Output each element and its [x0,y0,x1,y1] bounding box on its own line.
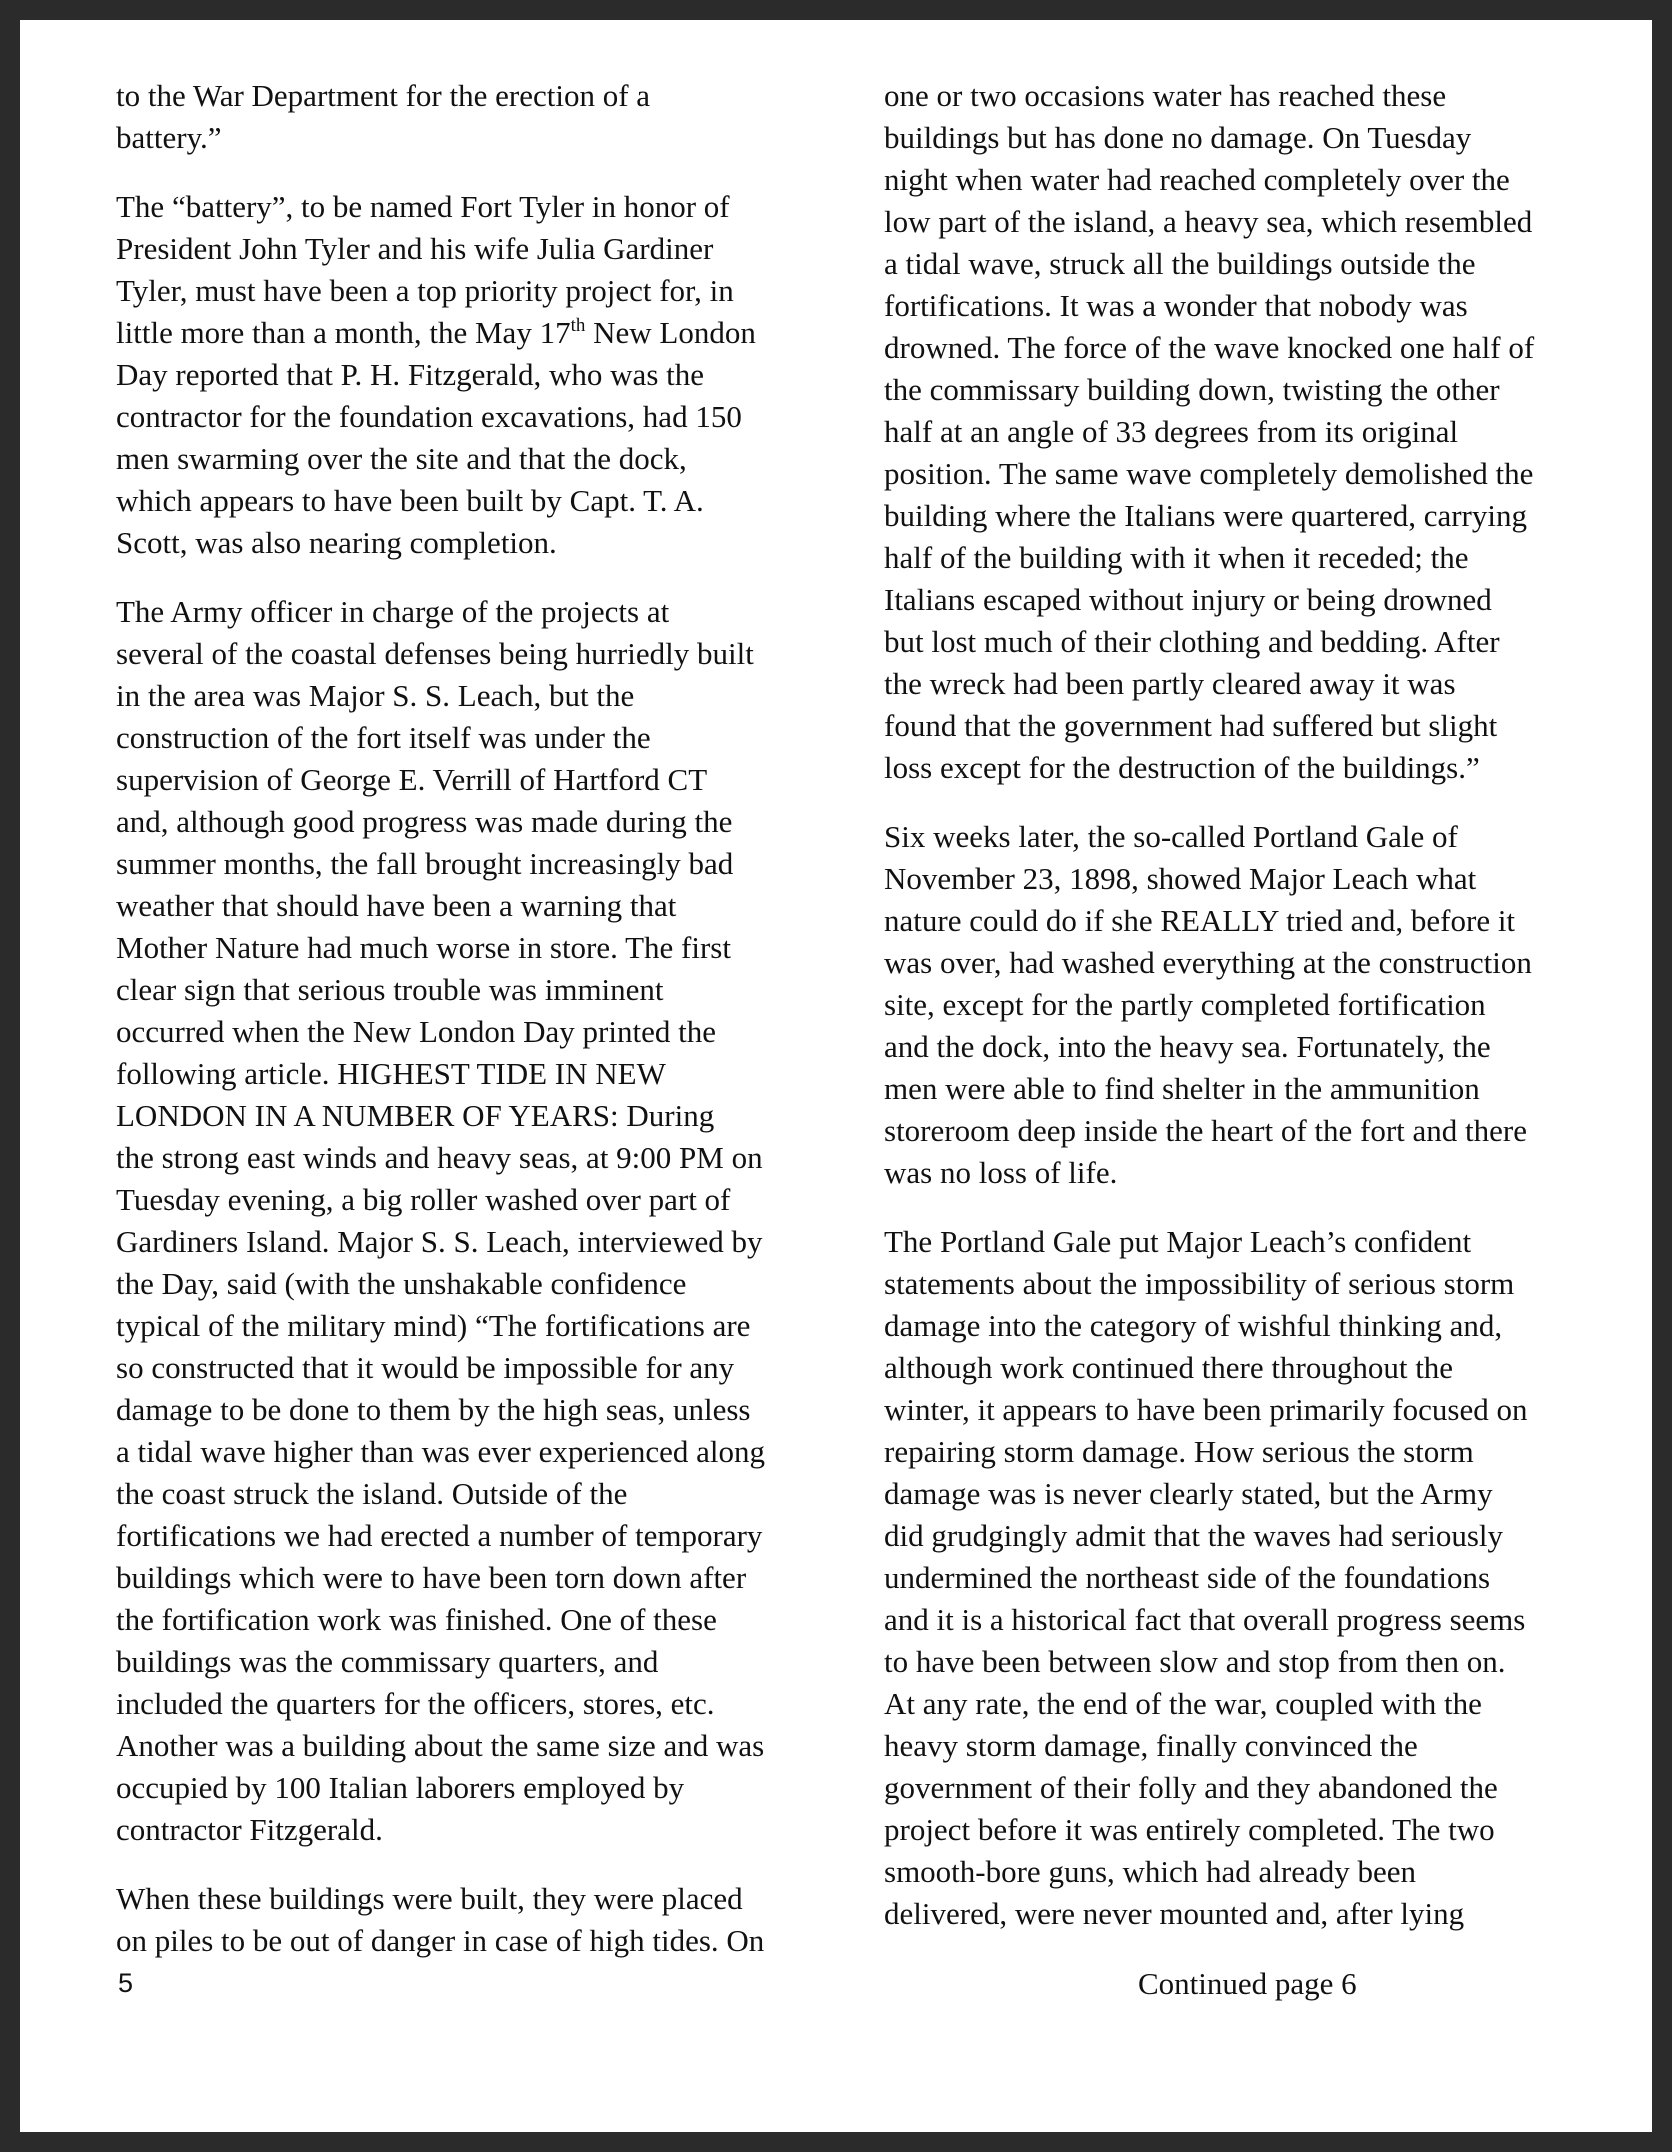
text-line: undermined the northeast side of the foundations [884,1560,1491,1595]
text-line: the Day, said (with the unshakable confidence [116,1266,687,1301]
text-line: Six weeks later, the so-called Portland Gale of [884,819,1458,854]
text-line: Tuesday evening, a big roller washed over part of [116,1182,731,1217]
text-line: position. The same wave completely demolished the [884,456,1534,491]
text-line: project before it was entirely completed. The two [884,1812,1495,1847]
text-line: included the quarters for the officers, stores, etc. [116,1686,715,1721]
paragraph [116,186,796,564]
text-segment: little more than a month, the May 17 [116,315,571,350]
text-line: Scott, was also nearing completion. [116,525,557,560]
text-line: half of the building with it when it receded; the [884,540,1469,575]
text-line: At any rate, the end of the war, coupled with the [884,1686,1482,1721]
text-line: Gardiners Island. Major S. S. Leach, interviewed by [116,1224,763,1259]
text-line: storeroom deep inside the heart of the fort and there [884,1113,1528,1148]
text-line: heavy storm damage, finally convinced the [884,1728,1418,1763]
paragraph [884,1221,1584,1935]
text-line: site, except for the partly completed fortification [884,987,1486,1022]
text-line: the strong east winds and heavy seas, at 9:00 PM on [116,1140,763,1175]
page-number: 5 [118,1968,134,1998]
text-line: the wreck had been partly cleared away it was [884,666,1456,701]
text-line: to the War Department for the erection of a [116,78,651,113]
text-line: on piles to be out of danger in case of high tides. On [116,1923,765,1958]
text-line: smooth-bore guns, which had already been [884,1854,1417,1889]
text-line: one or two occasions water has reached these [884,78,1447,113]
text-line: occupied by 100 Italian laborers employed by [116,1770,685,1805]
text-line: President John Tyler and his wife Julia Gardiner [116,231,714,266]
text-line: November 23, 1898, showed Major Leach what [884,861,1477,896]
text-line: fortifications we had erected a number of temporary [116,1518,763,1553]
text-line: winter, it appears to have been primarily focused on [884,1392,1528,1427]
text-line: The “battery”, to be named Fort Tyler in honor of [116,189,730,224]
text-line: nature could do if she REALLY tried and, before it [884,903,1516,938]
text-line: in the area was Major S. S. Leach, but the [116,678,635,713]
text-line: and the dock, into the heavy sea. Fortunately, the [884,1029,1491,1064]
text-line: the commissary building down, twisting the other [884,372,1500,407]
text-line: contractor Fitzgerald. [116,1812,383,1847]
text-line: was no loss of life. [884,1155,1118,1190]
document-page [20,20,1652,2132]
text-line: building where the Italians were quartered, carrying [884,498,1527,533]
text-line: statements about the impossibility of serious storm [884,1266,1515,1301]
text-line: to have been between slow and stop from then on. [884,1644,1506,1679]
text-line: and, although good progress was made during the [116,804,733,839]
text-line: following article. HIGHEST TIDE IN NEW [116,1056,666,1091]
paragraph [884,816,1584,1194]
text-line: typical of the military mind) “The fortifications are [116,1308,751,1343]
text-line: although work continued there throughout the [884,1350,1454,1385]
text-segment: New London [585,315,756,350]
text-line: Another was a building about the same size and was [116,1728,765,1763]
ordinal-superscript: th [570,315,586,336]
text-line: found that the government had suffered but slight [884,708,1498,743]
text-line: the coast struck the island. Outside of the [116,1476,628,1511]
text-line: half at an angle of 33 degrees from its original [884,414,1459,449]
text-line: Tyler, must have been a top priority project for, in [116,273,734,308]
text-line: buildings was the commissary quarters, and [116,1644,659,1679]
text-line: night when water had reached completely over the [884,162,1510,197]
text-line: LONDON IN A NUMBER OF YEARS: During [116,1098,715,1133]
text-line: damage to be done to them by the high seas, unless [116,1392,751,1427]
paragraph [884,75,1584,789]
continued-note: Continued page 6 [1138,1966,1357,2001]
text-line: construction of the fort itself was under the [116,720,651,755]
text-line: Day reported that P. H. Fitzgerald, who was the [116,357,705,392]
text-line: men were able to find shelter in the ammunition [884,1071,1480,1106]
text-line: low part of the island, a heavy sea, which resembled [884,204,1533,239]
text-line: weather that should have been a warning that [116,888,677,923]
text-line [116,312,796,354]
text-line: but lost much of their clothing and bedding. After [884,624,1500,659]
text-line: delivered, were never mounted and, after lying [884,1896,1465,1931]
text-line: loss except for the destruction of the buildings.” [884,750,1480,785]
text-line: When these buildings were built, they were placed [116,1881,743,1916]
text-line: clear sign that serious trouble was imminent [116,972,664,1007]
text-line: damage was is never clearly stated, but the Army [884,1476,1493,1511]
paragraph [116,75,796,159]
text-line: which appears to have been built by Capt. T. A. [116,483,704,518]
text-line: The Army officer in charge of the projects at [116,594,670,629]
text-line: men swarming over the site and that the dock, [116,441,687,476]
text-line: battery.” [116,120,222,155]
text-line: summer months, the fall brought increasingly bad [116,846,734,881]
text-line: Italians escaped without injury or being drowned [884,582,1492,617]
text-line: occurred when the New London Day printed the [116,1014,716,1049]
text-line: supervision of George E. Verrill of Hartford CT [116,762,708,797]
text-line: was over, had washed everything at the construction [884,945,1532,980]
text-line: damage into the category of wishful thinking and, [884,1308,1503,1343]
left-text-column [116,75,796,1989]
text-line: did grudgingly admit that the waves had seriously [884,1518,1504,1553]
paragraph [116,591,796,1851]
text-line: buildings but has done no damage. On Tuesday [884,120,1472,155]
text-line: government of their folly and they abandoned the [884,1770,1498,1805]
text-line: so constructed that it would be impossible for any [116,1350,735,1385]
text-line: contractor for the foundation excavations, had 150 [116,399,742,434]
text-line: the fortification work was finished. One of these [116,1602,717,1637]
text-line: drowned. The force of the wave knocked one half of [884,330,1535,365]
text-line: and it is a historical fact that overall progress seems [884,1602,1526,1637]
text-line: repairing storm damage. How serious the storm [884,1434,1474,1469]
right-text-column [884,75,1584,1962]
text-line: buildings which were to have been torn down after [116,1560,747,1595]
text-line: Mother Nature had much worse in store. The first [116,930,731,965]
text-line: several of the coastal defenses being hurriedly built [116,636,754,671]
text-line: fortifications. It was a wonder that nobody was [884,288,1468,323]
text-line: a tidal wave, struck all the buildings outside the [884,246,1476,281]
paragraph [116,1878,796,1962]
text-line: The Portland Gale put Major Leach’s confident [884,1224,1472,1259]
text-line: a tidal wave higher than was ever experienced along [116,1434,765,1469]
